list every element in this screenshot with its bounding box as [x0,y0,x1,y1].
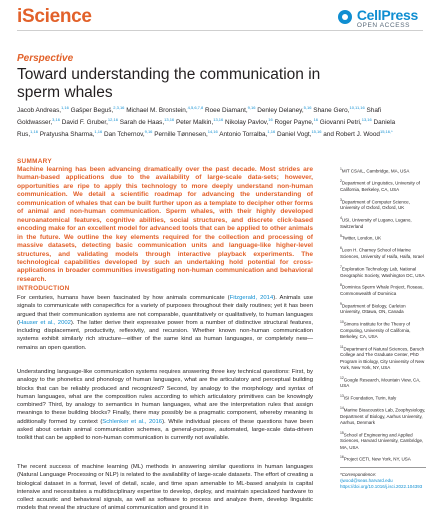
author-name[interactable]: Roee Diamant,$^{9,16}$ [205,105,256,115]
author-name[interactable]: Giovanni Petri,$^{13,16}$ [319,117,372,127]
author-name[interactable]: Pernille Tønnesen,$^{14,16}$ [154,129,218,139]
author-affiliation-marker: 13,16 [164,117,175,123]
citation-link[interactable]: Schlenker et al., 2016 [102,418,163,425]
affiliation-item: $^8$Dominica Sperm Whale Project, Roseau, Commonwealth of Dominica [340,283,424,296]
publisher-name: CellPress [356,7,418,23]
author-name[interactable]: Shafi Goldwasser,$^{3,16}$ [17,107,382,127]
author-affiliation-marker: 16 [313,117,319,123]
header-divider [17,30,423,31]
author-affiliation-marker: 12,16 [107,117,118,123]
author-affiliation-marker: 10,11,16 [349,105,365,110]
author-affiliation-marker: 15,16,* [379,129,393,135]
intro-paragraph-1: For centuries, humans have been fascinated by how animals communicate (Fitzgerald, 2014). Animals use signals to communicate with conspecifics for a variety of purposes throughout their daily routines; yet it has been argued that their communication systems are not comparable, quantitatively or qualitatively, to human languages (Hauser et al., 2002). The latter derive their expressive power from a number of distinctive structural features, including displacement, productivity, reflexivity, and recursion. Whether known non-human communication systems exhibit similarly rich structure—either of the same kind as human languages, or completely new—remains an open question. [17,295,313,351]
citation-link[interactable]: Fitzgerald, 2014 [229,295,274,301]
article-type: Perspective [17,53,74,64]
author-affiliation-marker: 1,16 [267,129,276,135]
author-name[interactable]: Roger Payne,$^{16}$ [274,117,319,127]
affiliation-item: $^{13}$ISI Foundation, Turin, Italy [340,393,397,401]
summary-text: Machine learning has been advancing dramatically over the past decade. Most strides are human-based applications due to the availability of large-scale data-sets; however, opportunities are ripe to apply this technology to more deeply understand non-human communication. We detail a scientific roadmap for advancing the understanding of communication of whales that can be built further upon as a template to decipher other forms of animal and non-human communication. Sperm whales, with their highly developed neuroanatomical features, cognitive abilities, social structures, and discrete click-based encoding make for an excellent model for advanced tools that can be applied to other animals in the future. We outline the key elements required for the collection and processing of massive datasets, detecting basic communication units and language-like higher-level structures, and validating models through interactive playback experiments. The technological capabilities developed by such an undertaking hold potential for cross-applications in broader communities investigating non-human communication and behavioral research. [17,166,313,283]
author-affiliation-marker: 1,16 [61,105,69,110]
intro-paragraph-2: Understanding language-like communication systems requires answering three key technical questions: First, by analogy to the phonetics and phonology of human languages, what are the articulatory and perceptual building blocks that can be reliably produced and recognized? Second, by analogy to the morphology and syntax of human languages, what are the composition rules according to which articulatory primitives can be knowingly combined? Third, by analogy to semantics in human languages, what are the interpretation rules that assign meanings to these building blocks? Finally, there may possibly be a pragmatic component, whereby meaning is additionally formed by context (Schlenker et al., 2016). While individual pieces of these questions have been asked about certain animal communication schemes, a general-purpose, automated, large-scale data-driven toolkit that can be applied to non-human communication is currently not available. [17,369,313,442]
author-name[interactable]: Denley Delaney,$^{5,16}$ [257,105,312,115]
author-name[interactable]: Daniel Vogt,$^{15,16}$ [276,129,322,139]
affiliations-sidebar [340,166,426,490]
doi-link[interactable]: https://doi.org/10.1016/j.isci.2022.104393 [340,484,423,489]
correspondence-email-link[interactable]: rjwood@seas.harvard.edu [340,477,393,483]
affiliation-item: $^{14}$Marine Bioacoustics Lab, Zoophysiology, Department of Biology, Aarhus University, Aarhus, Denmark [340,406,426,426]
intro-paragraph-3: The recent success of machine learning (ML) methods in answering similar questions in human languages (Natural Language Processing or NLP) is related to the availability of large-scale datasets. The effort of creating a biological dataset in a format, level of detail, scale, and time span amenable to ML-based analysis is capital intensive and necessitates a multidisciplinary expertise to develop, deploy, and maintain specialized hardware to collect acoustic and behavioral signals, as well as software to process and analyze them, develop linguistic models that reveal the structure of animal communication and ground it in [17,464,313,512]
author-affiliation-marker: 5,16 [303,105,312,110]
author-affiliation-marker: 15,16 [311,129,322,135]
affiliation-item: $^4$USI, University of Lugano, Lugano, Switzerland [340,215,412,229]
affiliation-item: $^9$Department of Biology, Carleton University, Ottawa, ON, Canada [340,301,406,315]
author-affiliation-marker: 16 [268,117,273,123]
author-name[interactable]: Dan Tchernov,$^{9,16}$ [104,129,153,139]
author-affiliation-marker: 1,16 [30,129,38,135]
affiliation-item: $^6$Leon H. Charney School of Marine Sciences, University of Haifa, Haifa, Israel [340,246,424,260]
author-affiliation-marker: 13,16 [213,117,224,123]
author-name[interactable]: Michael M. Bronstein,$^{4,5,6,7,8}$ [126,105,204,115]
cellpress-logo-icon [337,8,355,26]
citation-link[interactable]: Hauser et al., 2002 [18,319,71,326]
correspondence-label: *Correspondence: [340,471,377,477]
author-affiliation-marker: 13,16 [361,117,372,123]
affiliation-item: $^{12}$Google Research, Mountain View, CA, USA [340,375,421,389]
author-name[interactable]: Sarah de Haas,$^{13,16}$ [119,117,175,127]
affiliation-item: $^5$Twitter, London, UK [340,234,382,241]
author-name[interactable]: Jacob Andreas,$^{1,16}$ [17,105,69,115]
open-access-label: OPEN ACCESS [356,22,411,29]
author-name[interactable]: Antonio Torralba,$^{1,16}$ [219,129,276,139]
author-affiliation-marker: 14,16 [207,129,218,135]
author-name[interactable]: Peter Malkin,$^{13,16}$ [175,117,224,127]
affiliation-item: $^3$Department of Computer Science, University of Oxford, Oxford, UK [340,197,410,211]
affiliation-item: $^{16}$Project CETI, New York, NY, USA [340,455,411,462]
author-name[interactable]: Nikolay Pavlov,$^{16}$ [225,117,273,127]
journal-name: iScience [17,6,92,27]
author-name[interactable]: and Robert J. Wood$^{15,16,*}$ [323,129,393,139]
author-affiliation-marker: 2,3,16 [113,105,125,110]
author-affiliation-marker: 3,16 [52,117,60,123]
affiliation-item: $^7$Exploration Technology Lab, National Geographic Society, Washington DC, USA [340,264,425,278]
author-name[interactable]: Pratyusha Sharma,$^{1,16}$ [39,129,103,139]
introduction-heading: INTRODUCTION [17,285,70,292]
affiliation-item: $^{11}$Department of Natural Sciences, Baruch College and The Graduate Center, PhD Program in Biology, City University of New York, New York, NY, USA [340,344,425,370]
affiliation-item: $^{15}$School of Engineering and Applied Sciences, Harvard University, Cambridge, MA, USA [340,430,424,450]
author-affiliation-marker: 1,16 [94,129,103,135]
affiliation-item: $^2$Department of Linguistics, University of California, Berkeley, CA, USA [340,179,420,192]
author-name[interactable]: Shane Gero,$^{10,11,16}$ [313,105,365,115]
author-name[interactable]: Daniela Rus,$^{1,16}$ [17,119,396,139]
author-affiliation-marker: 9,16 [247,105,256,110]
summary-heading: SUMMARY [17,158,52,165]
author-affiliation-marker: 4,5,6,7,8 [187,105,204,110]
author-affiliation-marker: 9,16 [144,129,153,135]
publisher-logo[interactable] [337,8,418,30]
affiliation-item: $^1$MIT CSAIL, Cambridge, MA, USA [340,167,410,174]
sidebar-divider [340,467,426,468]
affiliation-item: $^{10}$Simons Institute for the Theory of Computing, University of California, Berkeley, CA, USA [340,320,411,340]
author-name[interactable]: David F. Gruber,$^{12,16}$ [61,117,118,127]
author-name[interactable]: Gašper Beguš,$^{2,3,16}$ [70,105,125,115]
article-title: Toward understanding the communication in sperm whales [17,66,321,101]
author-list [17,104,417,140]
